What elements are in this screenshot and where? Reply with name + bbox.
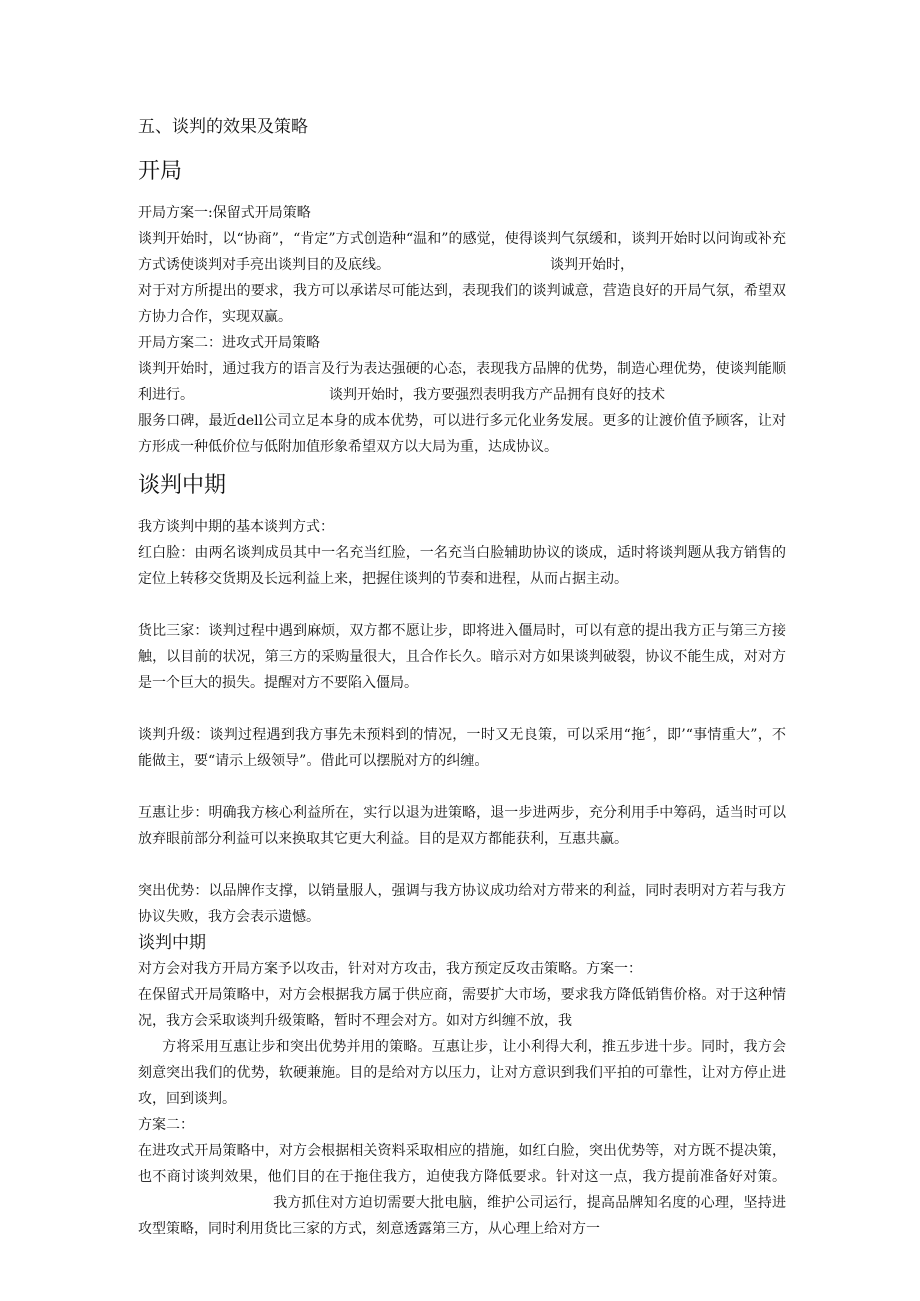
opening-plan2-paragraph: [138, 356, 786, 408]
opening-plan1-title: 开局方案一:保留式开局策略: [138, 205, 311, 221]
opening-plan2-text-a: 谈判开始时，通过我方的语言及行为表达强硬的心态，表现我方品牌的优势，制造心理优势，使谈判能顺利进行。: [138, 361, 786, 403]
opening-plan2-text-c: 服务口碑，最近dell公司立足本身的成本优势，可以进行多元化业务发展。更多的让渡价值予顾客，让对方形成一种低价位与低附加值形象希望双方以大局为重，达成协议。: [138, 413, 786, 455]
middle-intro: 我方谈判中期的基本谈判方式：: [138, 519, 334, 535]
section-title: 五、谈判的效果及策略: [138, 117, 308, 137]
middle2-plan1-text-a: 在保留式开局策略中，对方会根据我方属于供应商，需要扩大市场，要求我方降低销售价格。对于这种情况，我方会采取谈判升级策略，暂时不理会对方。如对方纠缠不放，我: [138, 987, 786, 1029]
middle2-plan2-text-a: 在进攻式开局策略中，对方会根据相关资料采取相应的措施，如红白脸，突出优势等，对方既不提决策，也不商讨谈判效果，他们目的在于拖住我方，迫使我方降低要求。针对这一点，我方提前准备好对策。: [138, 1143, 786, 1185]
middle-advantage: 突出优势：以品牌作支撑，以销量服人，强调与我方协议成功给对方带来的利益，同时表明对方若与我方协议失败，我方会表示遗憾。: [138, 883, 786, 925]
middle-escalate: 谈判升级：谈判过程遇到我方事先未预料到的情况，一时又无良策，可以采用“拖〞，即’“事情重大”，不能做主，要“请示上级领导”。借此可以摆脱对方的纠缠。: [138, 727, 786, 769]
opening-plan1-text-c: 对于对方所提出的要求，我方可以承诺尽可能达到，表现我们的谈判诚意，营造良好的开局气氛，希望双方协力合作，实现双赢。: [138, 283, 786, 325]
middle2-plan2-paragraph: [138, 1138, 786, 1242]
middle2-plan2-text-b: 我方抓住对方迫切需要大批电脑，维护公司运行，提高品牌知名度的心理，坚持进攻型策略，同时利用货比三家的方式，刻意透露第三方，从心理上给对方一: [138, 1195, 786, 1237]
middle2-plan2-title: 方案二：: [138, 1117, 194, 1133]
middle2-plan1-text-b: 方将采用互惠让步和突出优势并用的策略。互惠让步，让小利得大利，推五步进十步。同时，我方会刻意突出我们的优势，软硬兼施。目的是给对方以压力，让对方意识到我们平拍的可靠性，让对方停止进攻，回到谈判。: [138, 1039, 786, 1107]
middle2-plan1-paragraph: [138, 1034, 786, 1112]
heading-middle: 谈判中期: [138, 473, 227, 498]
opening-plan1-text-b: 谈判开始时，: [550, 257, 634, 273]
document-page: [138, 112, 786, 1242]
middle-three-quotes: 货比三家：谈判过程中遇到麻烦，双方都不愿让步，即将进入僵局时，可以有意的提出我方正与第三方接触，以目前的状况，第三方的采购量很大，且合作长久。暗示对方如果谈判破裂，协议不能生成，对对方是一个巨大的损失。提醒对方不要陷入僵局。: [138, 623, 786, 691]
opening-plan1-text-a: 谈判开始时，以“协商”，“肯定”方式创造种“温和”的感觉，使得谈判气氛缓和，谈判开始时以问询或补充方式诱使谈判对手亮出谈判目的及底线。: [138, 231, 786, 273]
heading-middle-2: 谈判中期: [138, 933, 206, 953]
middle-red-white-face: 红白脸：由两名谈判成员其中一名充当红脸，一名充当白脸辅助协议的谈成，适时将谈判题从我方销售的定位上转移交货期及长远利益上来，把握住谈判的节奏和进程，从而占据主动。: [138, 545, 786, 587]
heading-opening: 开局: [138, 159, 183, 184]
opening-plan1-paragraph: [138, 226, 786, 278]
middle2-intro: 对方会对我方开局方案予以攻击，针对对方攻击，我方预定反攻击策略。方案一：: [138, 961, 642, 977]
opening-plan2-text-b: 谈判开始时，我方要强烈表明我方产品拥有良好的技术: [329, 387, 665, 403]
middle-concession: 互惠让步：明确我方核心利益所在，实行以退为进策略，退一步进两步，充分利用手中筹码，适当时可以放弃眼前部分利益可以来换取其它更大利益。目的是双方都能获利，互惠共赢。: [138, 805, 786, 847]
opening-plan2-title: 开局方案二：进攻式开局策略: [138, 335, 320, 351]
